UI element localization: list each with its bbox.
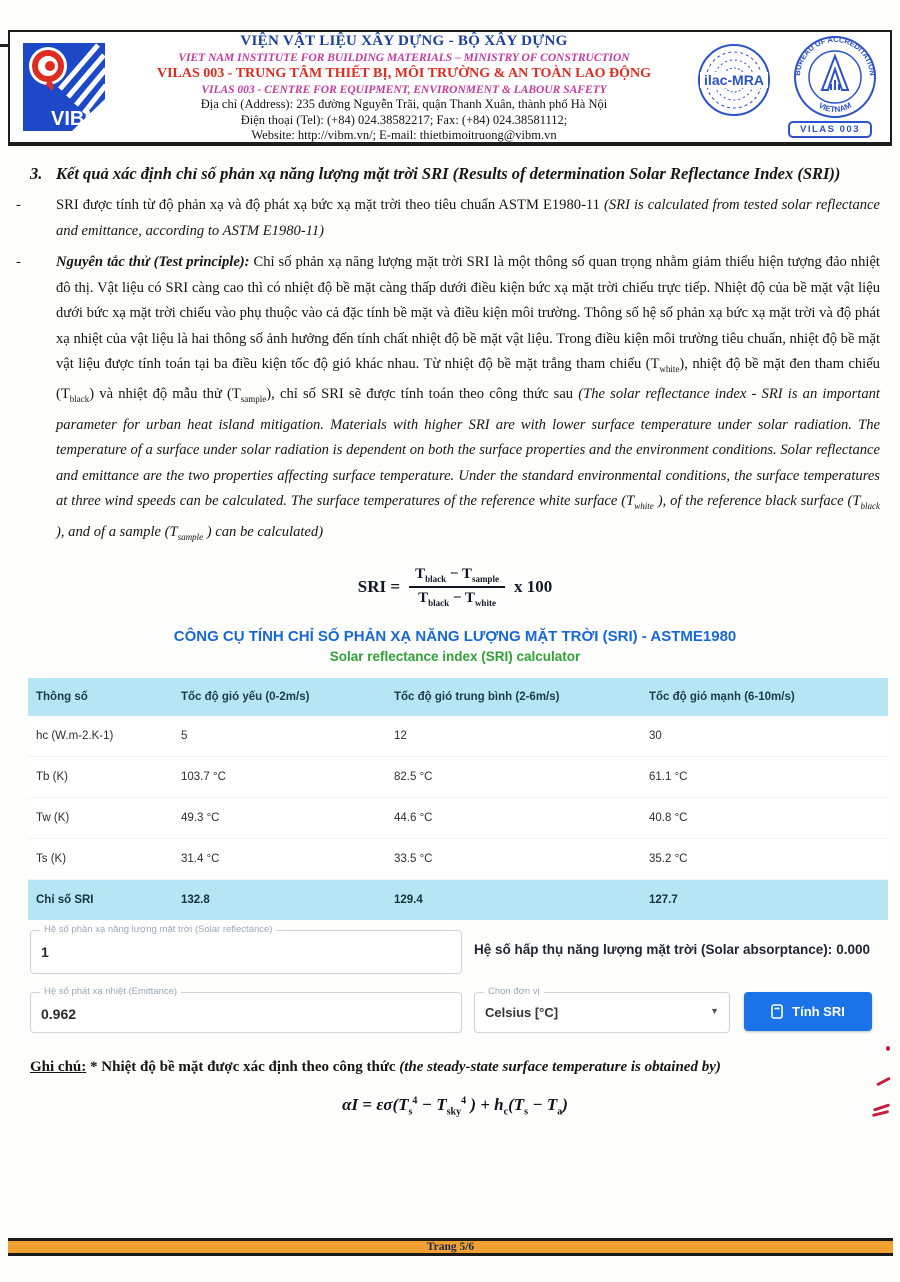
calculate-sri-button-label: Tính SRI bbox=[792, 1004, 845, 1020]
table-row-ts bbox=[28, 839, 888, 880]
cell-value: 30 bbox=[649, 730, 662, 743]
vibm-logo bbox=[10, 39, 118, 135]
document-body bbox=[16, 160, 880, 1118]
cell-value: 44.6 °C bbox=[394, 812, 433, 825]
solar-absorptance-label: Hệ số hấp thụ năng lượng mặt trời (Solar absorptance): bbox=[474, 942, 833, 958]
calculator-icon bbox=[771, 1004, 783, 1019]
test-principle-vi-2: ), nhiệt độ bề mặt đen tham chiếu (T bbox=[56, 356, 880, 403]
accreditation-stamps bbox=[690, 32, 890, 142]
sri-formula-lhs: SRI = bbox=[357, 577, 401, 597]
row-label: Tw (K) bbox=[36, 812, 70, 825]
vibm-logo-icon bbox=[18, 39, 110, 135]
bullet-dash: - bbox=[16, 254, 21, 270]
svg-text:BUREAU OF ACCREDITATION: BUREAU OF ACCREDITATION bbox=[792, 34, 878, 77]
column-header: Tốc độ gió trung bình (2-6m/s) bbox=[394, 691, 560, 704]
test-principle-en-1: (The solar reflectance index - SRI is an important parameter for urban heat island mitigation. Materials with higher SRI are with lower surface temperature under solar radiation. The temperature of a surface under solar radiation is dependent on both the surface properties and the environment conditions. Solar reflectance and emittance are the two properties affecting surface temperature. Under the standard environmental conditions, the surface temperatures at three wind speeds can be calculated. The surface temperatures of the reference white surface (T bbox=[56, 386, 880, 510]
calculator-title-vi: CÔNG CỤ TÍNH CHỈ SỐ PHẢN XẠ NĂNG LƯỢNG MẶT TRỜI (SRI) - ASTME1980 bbox=[173, 628, 737, 646]
svg-text:ilac-MRA: ilac-MRA bbox=[704, 72, 764, 88]
form-row-2 bbox=[30, 986, 890, 1033]
section-title-vi: Kết quả xác định chỉ số phản xạ năng lượng mặt trời SRI bbox=[56, 164, 453, 183]
calculator-title-en: Solar reflectance index (SRI) calculator bbox=[329, 649, 581, 665]
subscript-white: white bbox=[634, 501, 654, 512]
solar-reflectance-field[interactable] bbox=[30, 924, 462, 974]
test-principle-vi-4: ), chỉ số SRI sẽ được tính toán theo công thức sau bbox=[266, 386, 579, 403]
sri-standard-en: (SRI is calculated from tested solar reflectance and emittance, according to ASTM E1980-11) bbox=[56, 197, 880, 239]
test-principle-vi-3: ) và nhiệt độ mẫu thử (T bbox=[89, 386, 241, 403]
cell-value: 35.2 °C bbox=[649, 853, 688, 866]
calculate-sri-button[interactable] bbox=[744, 992, 872, 1031]
column-header: Tốc độ gió yếu (0-2m/s) bbox=[181, 691, 310, 704]
paragraph-test-principle bbox=[16, 250, 880, 550]
sri-calculator-panel bbox=[30, 628, 880, 1033]
test-principle-en-2: ), of the reference black surface (T bbox=[653, 493, 861, 510]
cell-value: 40.8 °C bbox=[649, 812, 688, 825]
centre-name-vi: VILAS 003 - TRUNG TÂM THIẾT BỊ, MÔI TRƯỜNG & AN TOÀN LAO ĐỘNG bbox=[157, 66, 651, 82]
letterhead bbox=[8, 30, 892, 146]
table-row-sri-result bbox=[28, 880, 888, 920]
footnote-label: Ghi chú: bbox=[30, 1059, 87, 1076]
svg-text:VIETNAM: VIETNAM bbox=[816, 100, 853, 115]
cell-value: 82.5 °C bbox=[394, 771, 433, 784]
chevron-down-icon: ▼ bbox=[710, 1006, 719, 1017]
cell-value: 61.1 °C bbox=[649, 771, 688, 784]
bureau-accreditation-stamp-icon bbox=[792, 34, 878, 125]
row-label: Tb (K) bbox=[36, 771, 68, 784]
emittance-label: Hệ số phát xạ nhiệt (Emittance) bbox=[40, 986, 181, 997]
column-header: Thông số bbox=[36, 691, 88, 704]
subscript-sample: sample bbox=[240, 394, 267, 405]
sri-results-table bbox=[28, 678, 888, 920]
form-row-1 bbox=[30, 924, 890, 974]
solar-absorptance-value: 0.000 bbox=[836, 942, 871, 958]
page-footer bbox=[8, 1238, 893, 1256]
sri-formula-fraction bbox=[409, 566, 505, 608]
centre-name-en: VILAS 003 - CENTRE FOR EQUIPMENT, ENVIRONMENT & LABOUR SAFETY bbox=[201, 83, 607, 96]
test-principle-label: Nguyên tắc thử (Test principle): bbox=[56, 254, 250, 270]
cell-value: 103.7 °C bbox=[181, 771, 226, 784]
footnote-text-en: (the steady-state surface temperature is obtained by) bbox=[399, 1059, 721, 1076]
cell-value: 31.4 °C bbox=[181, 853, 220, 866]
table-row-tb bbox=[28, 757, 888, 798]
subscript-black: black bbox=[69, 394, 90, 405]
cell-value: 5 bbox=[181, 730, 188, 743]
solar-reflectance-input[interactable] bbox=[31, 931, 461, 969]
table-body bbox=[28, 716, 888, 920]
row-label: hc (W.m-2.K-1) bbox=[36, 730, 114, 743]
column-header: Tốc độ gió mạnh (6-10m/s) bbox=[649, 691, 795, 704]
emittance-input[interactable] bbox=[31, 993, 461, 1031]
sri-standard-vi: SRI được tính từ độ phản xạ và độ phát xạ bức xạ mặt trời theo tiêu chuẩn ASTM E1980-11 bbox=[56, 197, 605, 213]
row-label: Chỉ số SRI bbox=[36, 894, 94, 907]
pen-mark bbox=[886, 1046, 890, 1051]
unit-select[interactable] bbox=[474, 986, 730, 1033]
subscript-sample: sample bbox=[177, 531, 204, 542]
vilas-003-badge: VILAS 003 bbox=[788, 121, 872, 138]
footnote-text-vi: * Nhiệt độ bề mặt được xác định theo công thức bbox=[86, 1059, 400, 1076]
page-number: Trang 5/6 bbox=[426, 1241, 475, 1253]
svg-text:VIBM: VIBM bbox=[51, 108, 101, 130]
sri-value: 129.4 bbox=[394, 894, 423, 907]
test-principle-en-4: ) can be calculated) bbox=[203, 523, 324, 540]
footnote bbox=[30, 1055, 880, 1079]
institute-name-vi: VIỆN VẬT LIỆU XÂY DỰNG - BỘ XÂY DỰNG bbox=[240, 33, 568, 50]
sri-value: 132.8 bbox=[181, 894, 210, 907]
calculator-form bbox=[30, 924, 890, 1033]
letterhead-text bbox=[118, 30, 690, 144]
steady-state-formula: $\alpha I = \varepsilon\sigma(T_s^4 - T_{sky}^4$ ) + $h_c(T_s - T_a)$ bbox=[342, 1095, 568, 1118]
section-title-en: (Results of determination Solar Reflectance Index (SRI)) bbox=[452, 164, 841, 183]
solar-absorptance-readout bbox=[474, 930, 870, 957]
test-principle-vi-1: Chỉ số phản xạ năng lượng mặt trời SRI là một thông số quan trọng nhằm giảm thiểu hiện tượng đảo nhiệt đô thị. Vật liệu có SRI càng cao thì có nhiệt độ bề mặt càng thấp dưới điều kiện bức xạ mặt trời chiếu trực tiếp. Nhiệt độ của bề mặt vật liệu dưới bức xạ mặt trời chiếu vào phụ thuộc vào cả đặc tính bề mặt và điều kiện môi trường. Thông số hệ số phản xạ bức xạ mặt trời và độ phát xạ nhiệt của vật liệu là hai thông số ảnh hưởng đến tính chất nhiệt độ bề mặt vật liệu. Trong điều kiện môi trường tiêu chuẩn, nhiệt độ bề mặt vật liệu được tính toán tại ba điều kiện tốc độ gió khác nhau. Từ nhiệt độ bề mặt trắng tham chiếu (T bbox=[56, 254, 880, 372]
cell-value: 12 bbox=[394, 730, 407, 743]
table-row-hc bbox=[28, 716, 888, 757]
bullet-dash: - bbox=[16, 197, 21, 213]
address-line: Địa chỉ (Address): 235 đường Nguyễn Trãi, quận Thanh Xuân, thành phố Hà Nội bbox=[200, 97, 608, 112]
table-row-tw bbox=[28, 798, 888, 839]
subscript-black: black bbox=[860, 501, 880, 512]
ilac-mra-stamp-icon bbox=[696, 42, 772, 123]
section-heading bbox=[30, 160, 880, 187]
solar-reflectance-label: Hệ số phản xạ năng lượng mặt trời (Solar reflectance) bbox=[40, 924, 276, 935]
unit-select-value: Celsius [°C] bbox=[485, 1005, 559, 1021]
sri-formula-denominator: $T_{black} - T_{white}$ bbox=[418, 590, 496, 609]
sri-formula-multiplier: x 100 bbox=[513, 577, 553, 597]
sri-value: 127.7 bbox=[649, 894, 678, 907]
emittance-field[interactable] bbox=[30, 986, 462, 1033]
test-principle-en-3: ), and of a sample (T bbox=[56, 523, 178, 540]
section-number: 3. bbox=[30, 164, 43, 183]
cell-value: 49.3 °C bbox=[181, 812, 220, 825]
unit-select-label: Chọn đơn vị bbox=[484, 986, 544, 997]
phone-line: Điện thoại (Tel): (+84) 024.38582217; Fax: (+84) 024.38581112; bbox=[240, 112, 568, 127]
website-line: Website: http://vibm.vn/; E-mail: thietbimoitruong@vibm.vn bbox=[251, 128, 557, 143]
table-header-row bbox=[28, 678, 888, 716]
institute-name-en: VIET NAM INSTITUTE FOR BUILDING MATERIALS – MINISTRY OF CONSTRUCTION bbox=[178, 51, 630, 64]
sri-formula bbox=[30, 566, 880, 608]
subscript-white: white bbox=[659, 363, 680, 374]
row-label: Ts (K) bbox=[36, 853, 67, 866]
cell-value: 33.5 °C bbox=[394, 853, 433, 866]
paragraph-sri-standard bbox=[16, 193, 880, 244]
sri-formula-numerator: $T_{black} - T_{sample}$ bbox=[409, 566, 505, 588]
